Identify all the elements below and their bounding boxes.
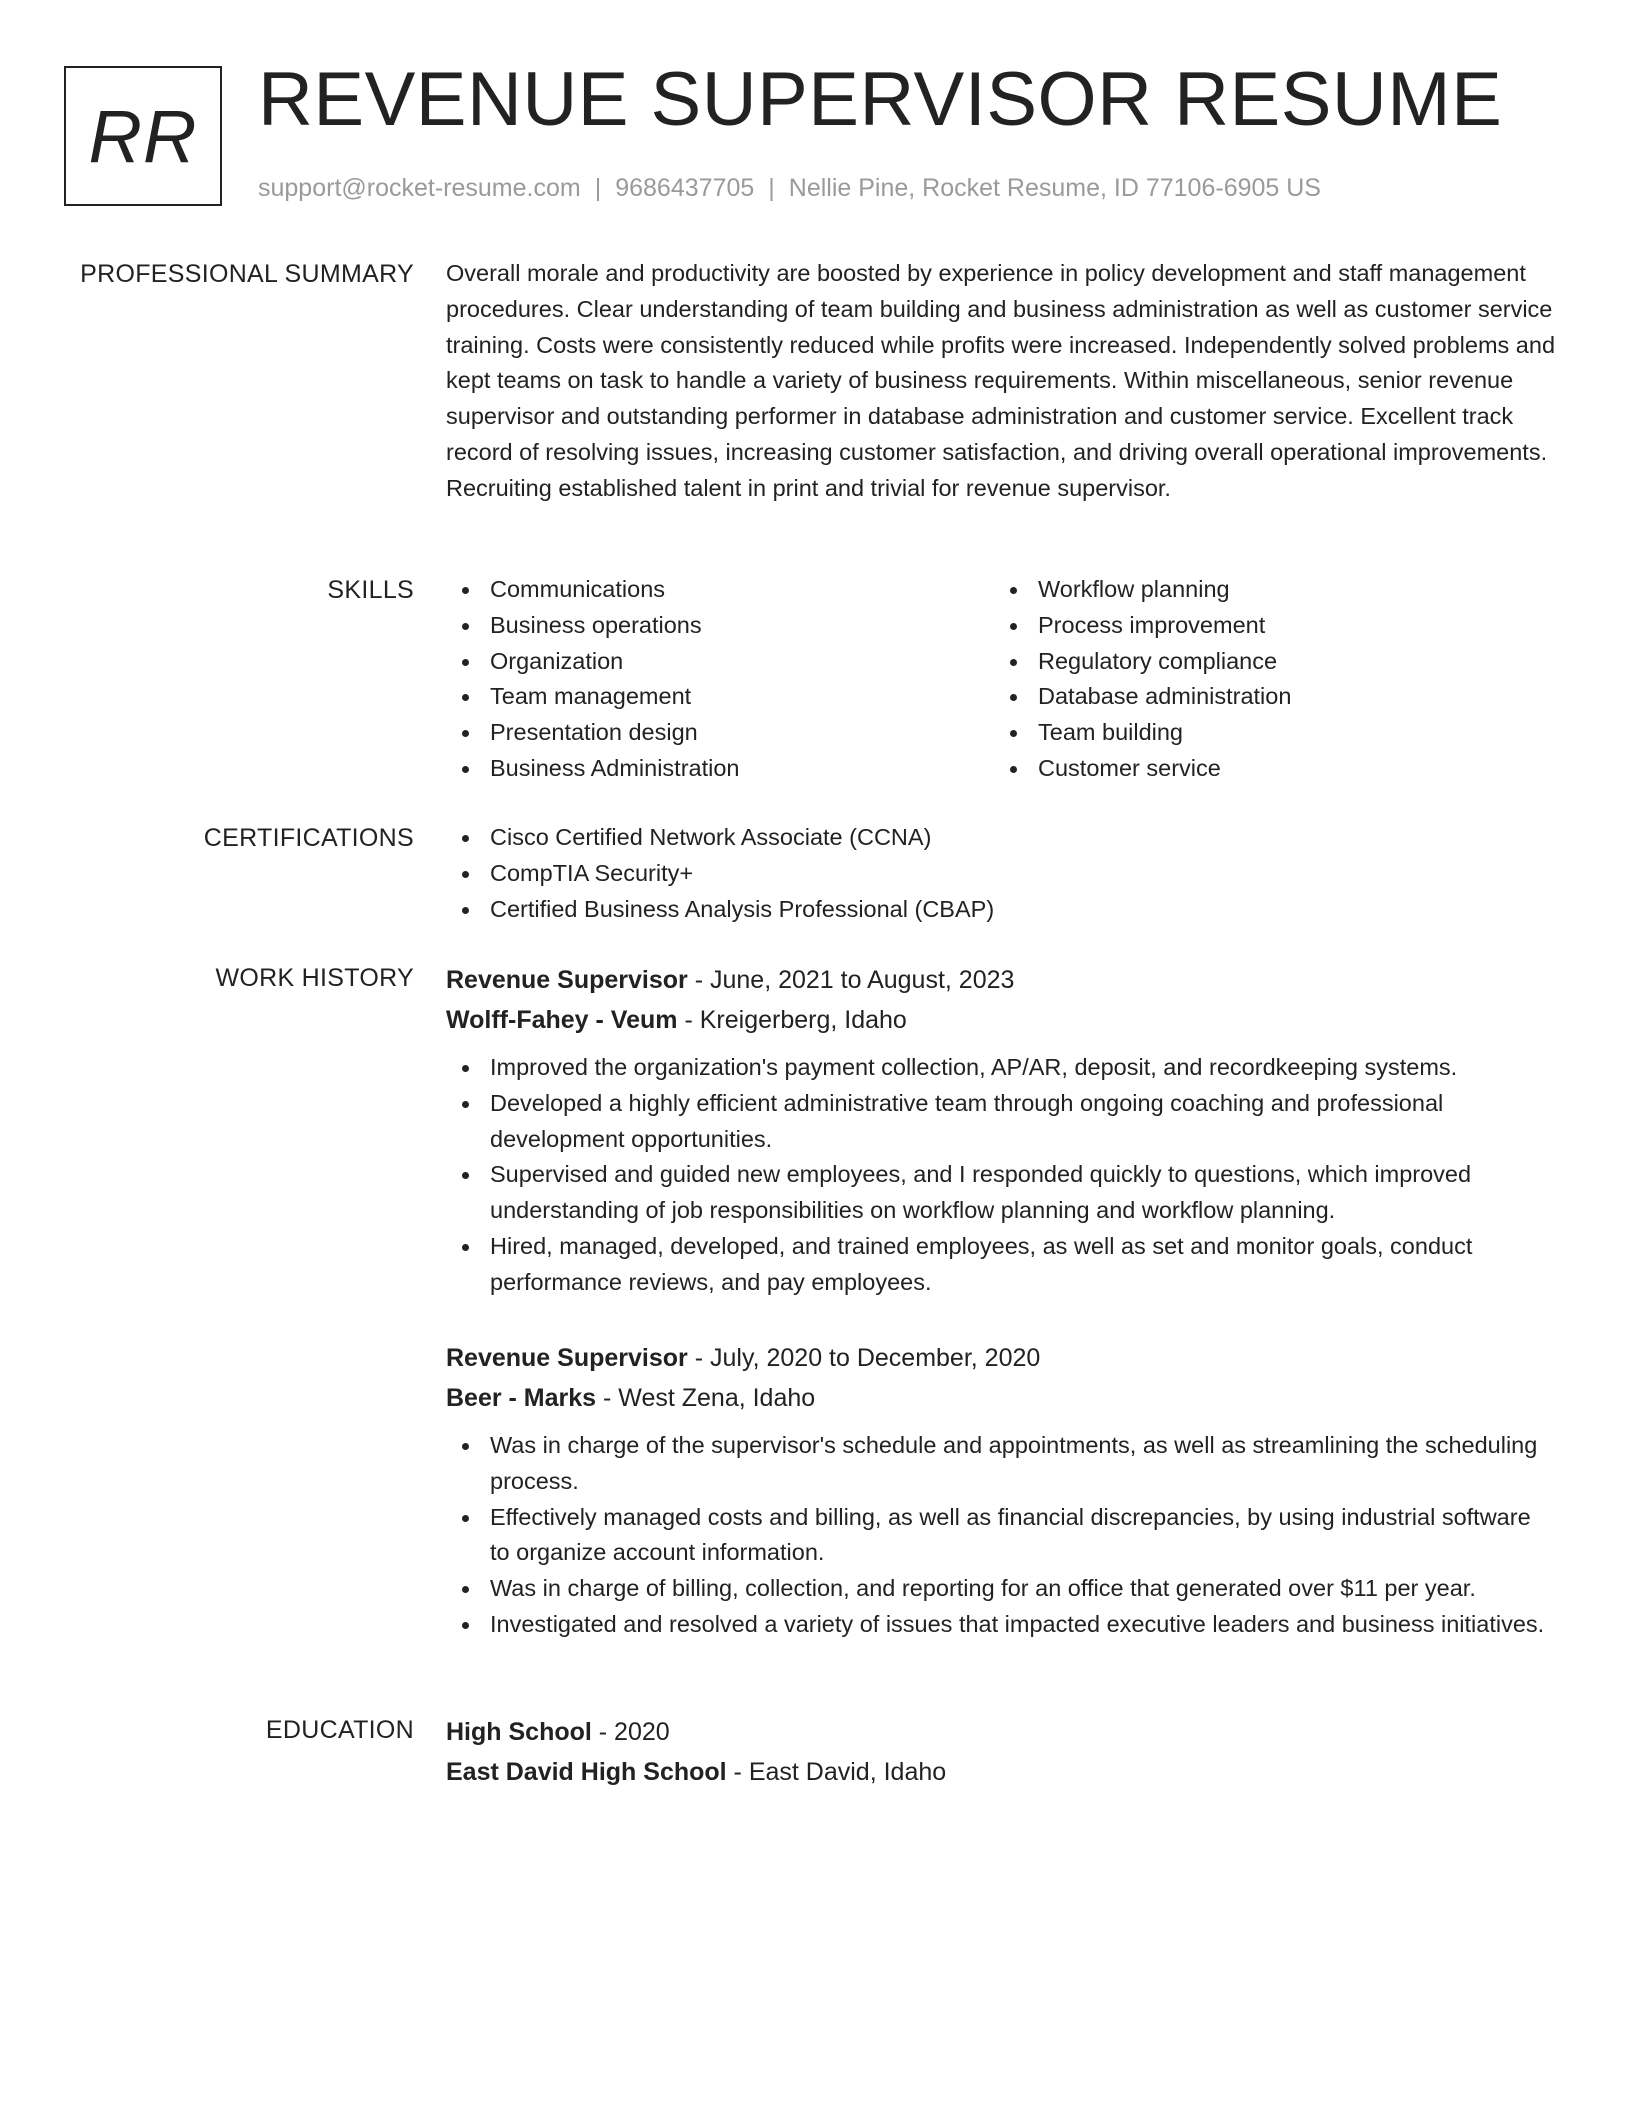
certifications-list [446, 820, 1556, 927]
section-label: EDUCATION [265, 1716, 414, 1744]
monogram-logo: RR [64, 66, 222, 206]
job-entry [446, 1338, 1556, 1643]
section-label: PROFESSIONAL SUMMARY [80, 260, 414, 288]
section-work-history [0, 960, 1632, 1301]
job-bullet: Hired, managed, developed, and trained employees, as well as set and monitor goals, conduct performance reviews, and pay employees. [446, 1229, 1556, 1301]
job-role: Revenue Supervisor [446, 966, 688, 994]
certification-item: Cisco Certified Network Associate (CCNA) [446, 820, 1556, 856]
skill-item: Team management [446, 679, 994, 715]
contact-separator: | [768, 174, 775, 202]
job-dates: - July, 2020 to December, 2020 [687, 1344, 1041, 1372]
skill-item: Database administration [994, 679, 1542, 715]
section-work-history-2 [0, 1338, 1632, 1643]
skill-item: Business Administration [446, 751, 994, 787]
education-school-line [446, 1752, 1556, 1792]
job-bullet: Improved the organization's payment collection, AP/AR, deposit, and recordkeeping systems. [446, 1050, 1556, 1086]
job-bullet: Was in charge of the supervisor's schedule and appointments, as well as streamlining the scheduling process. [446, 1428, 1556, 1500]
contact-separator: | [594, 174, 602, 202]
section-label: WORK HISTORY [215, 964, 414, 992]
summary-text: Overall morale and productivity are boosted by experience in policy development and staff management procedures. Clear understanding of team building and business administration as well as customer service training. Costs were consistently reduced while profits were increased. Independently solved problems and kept teams on task to handle a variety of business requirements. Within miscellaneous, senior revenue supervisor and outstanding performer in database administration and customer service. Excellent track record of resolving issues, increasing customer satisfaction, and driving overall operational improvements. Recruiting established talent in print and trivial for revenue supervisor. [446, 260, 1556, 501]
education-location: - East David, Idaho [726, 1758, 947, 1786]
skill-item: Communications [446, 572, 994, 608]
section-label: CERTIFICATIONS [203, 824, 414, 852]
resume-title: REVENUE SUPERVISOR RESUME [258, 57, 1503, 142]
contact-email[interactable]: support@rocket-resume.com [258, 174, 581, 202]
contact-address: Nellie Pine, Rocket Resume, ID 77106-6905 US [788, 174, 1321, 202]
job-bullet: Supervised and guided new employees, and I responded quickly to questions, which improved understanding of job responsibilities on workflow planning and workflow planning. [446, 1157, 1556, 1229]
job-company-line [446, 1378, 1556, 1418]
skill-item: Presentation design [446, 715, 994, 751]
skill-item: Business operations [446, 608, 994, 644]
job-entry [446, 960, 1556, 1301]
section-label: SKILLS [327, 576, 414, 604]
job-company: Wolff-Fahey - Veum [446, 1006, 678, 1034]
skill-item: Organization [446, 644, 994, 680]
certification-item: CompTIA Security+ [446, 856, 1556, 892]
education-degree: High School [446, 1718, 592, 1746]
skill-item: Process improvement [994, 608, 1542, 644]
education-school: East David High School [446, 1758, 727, 1786]
job-bullets [446, 1428, 1556, 1643]
job-bullet: Developed a highly efficient administrative team through ongoing coaching and professional development opportunities. [446, 1086, 1556, 1158]
skills-list-left [446, 572, 994, 787]
skill-item: Workflow planning [994, 572, 1542, 608]
skill-item: Regulatory compliance [994, 644, 1542, 680]
education-year: - 2020 [591, 1718, 670, 1746]
job-dates: - June, 2021 to August, 2023 [687, 966, 1015, 994]
skill-item: Customer service [994, 751, 1542, 787]
job-bullets [446, 1050, 1556, 1301]
job-company: Beer - Marks [446, 1384, 597, 1412]
contact-phone[interactable]: 9686437705 [615, 174, 755, 202]
section-skills [0, 572, 1632, 787]
job-role: Revenue Supervisor [446, 1344, 688, 1372]
contact-line [258, 174, 1321, 203]
certification-item: Certified Business Analysis Professional (CBAP) [446, 892, 1556, 928]
skill-item: Team building [994, 715, 1542, 751]
section-certifications [0, 820, 1632, 927]
job-title-line [446, 1338, 1556, 1378]
job-bullet: Effectively managed costs and billing, as well as financial discrepancies, by using industrial software to organize account information. [446, 1500, 1556, 1572]
skills-list-right [994, 572, 1542, 787]
education-degree-line [446, 1712, 1556, 1752]
job-company-line [446, 1000, 1556, 1040]
job-bullet: Investigated and resolved a variety of issues that impacted executive leaders and business initiatives. [446, 1607, 1556, 1643]
job-title-line [446, 960, 1556, 1000]
section-education [0, 1712, 1632, 1792]
section-summary [0, 256, 1632, 507]
job-location: - Kreigerberg, Idaho [677, 1006, 907, 1034]
job-location: - West Zena, Idaho [596, 1384, 816, 1412]
job-bullet: Was in charge of billing, collection, and reporting for an office that generated over $11 per year. [446, 1571, 1556, 1607]
